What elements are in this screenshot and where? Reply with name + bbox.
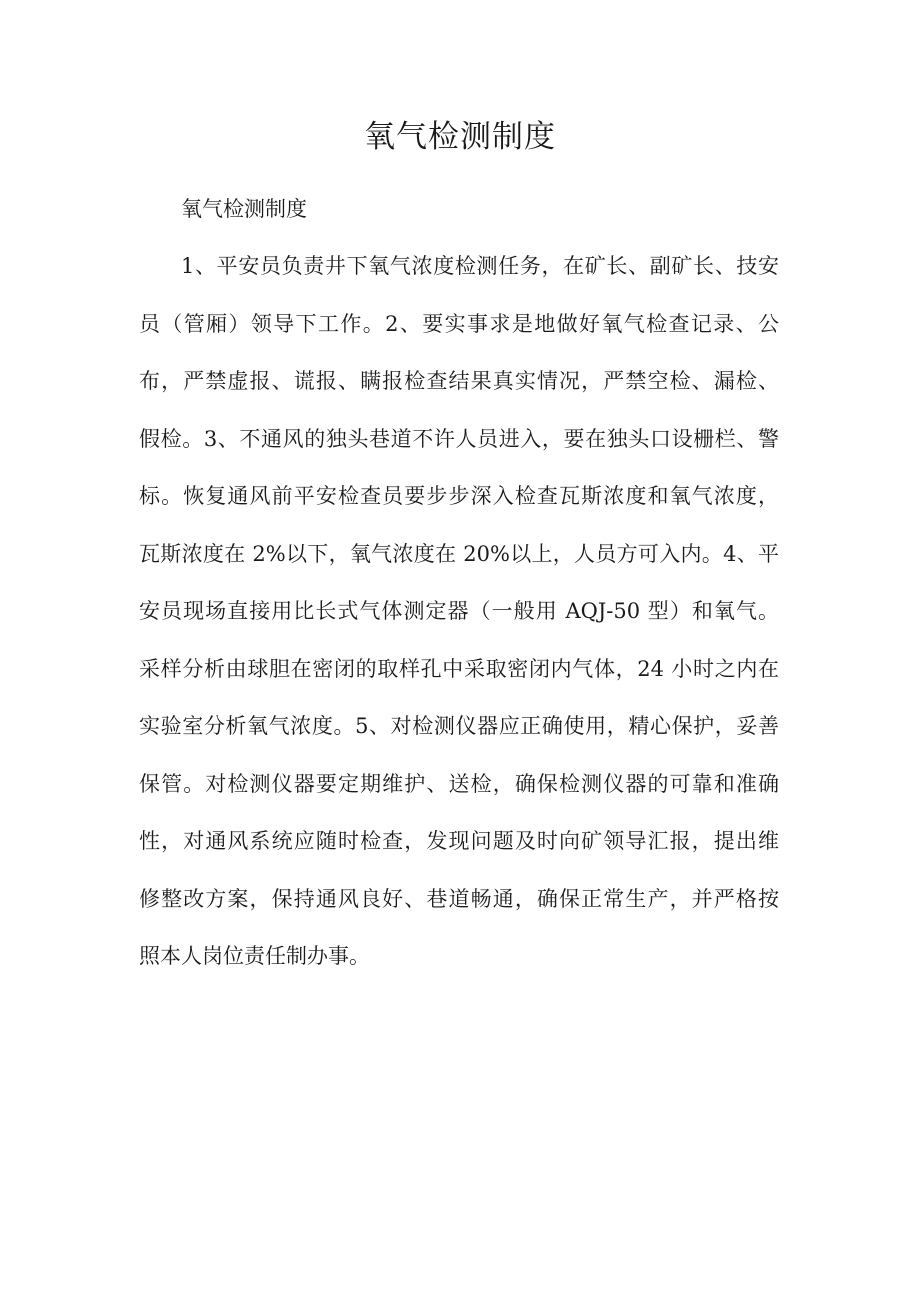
document-body <box>139 249 779 997</box>
body-line: 1、平安员负责井下氧气浓度检测任务，在矿长、副矿长、技安 <box>181 254 779 278</box>
body-line: 保管。对检测仪器要定期维护、送检，确保检测仪器的可靠和准确 <box>139 771 779 796</box>
body-line: 照本人岗位责任制办事。 <box>139 944 370 968</box>
body-line: 假检。3、不通风的独头巷道不许人员进入，要在独头口设栅栏、警 <box>139 426 779 451</box>
document-title: 氧气检测制度 <box>364 119 556 155</box>
body-line: 员（管厢）领导下工作。2、要实事求是地做好氧气检查记录、公 <box>139 311 779 336</box>
body-line: 标。恢复通风前平安检查员要步步深入检查瓦斯浓度和氧气浓度， <box>139 484 779 508</box>
body-line: 采样分析由球胆在密闭的取样孔中采取密闭内气体，24 小时之内在 <box>139 656 779 681</box>
body-line: 实验室分析氧气浓度。5、对检测仪器应正确使用，精心保护，妥善 <box>139 714 779 738</box>
body-line: 布，严禁虚报、谎报、瞒报检查结果真实情况，严禁空检、漏检、 <box>139 369 779 393</box>
body-line: 瓦斯浓度在 2%以下，氧气浓度在 20%以上，人员方可入内。4、平 <box>139 541 779 566</box>
body-line: 性，对通风系统应随时检查，发现问题及时向矿领导汇报，提出维 <box>139 829 779 853</box>
body-line: 修整改方案，保持通风良好、巷道畅通，确保正常生产，并严格按 <box>139 886 779 911</box>
body-line: 安员现场直接用比长式气体测定器（一般用 AQJ-50 型）和氧气。 <box>139 599 779 623</box>
document-subtitle: 氧气检测制度 <box>181 197 307 221</box>
